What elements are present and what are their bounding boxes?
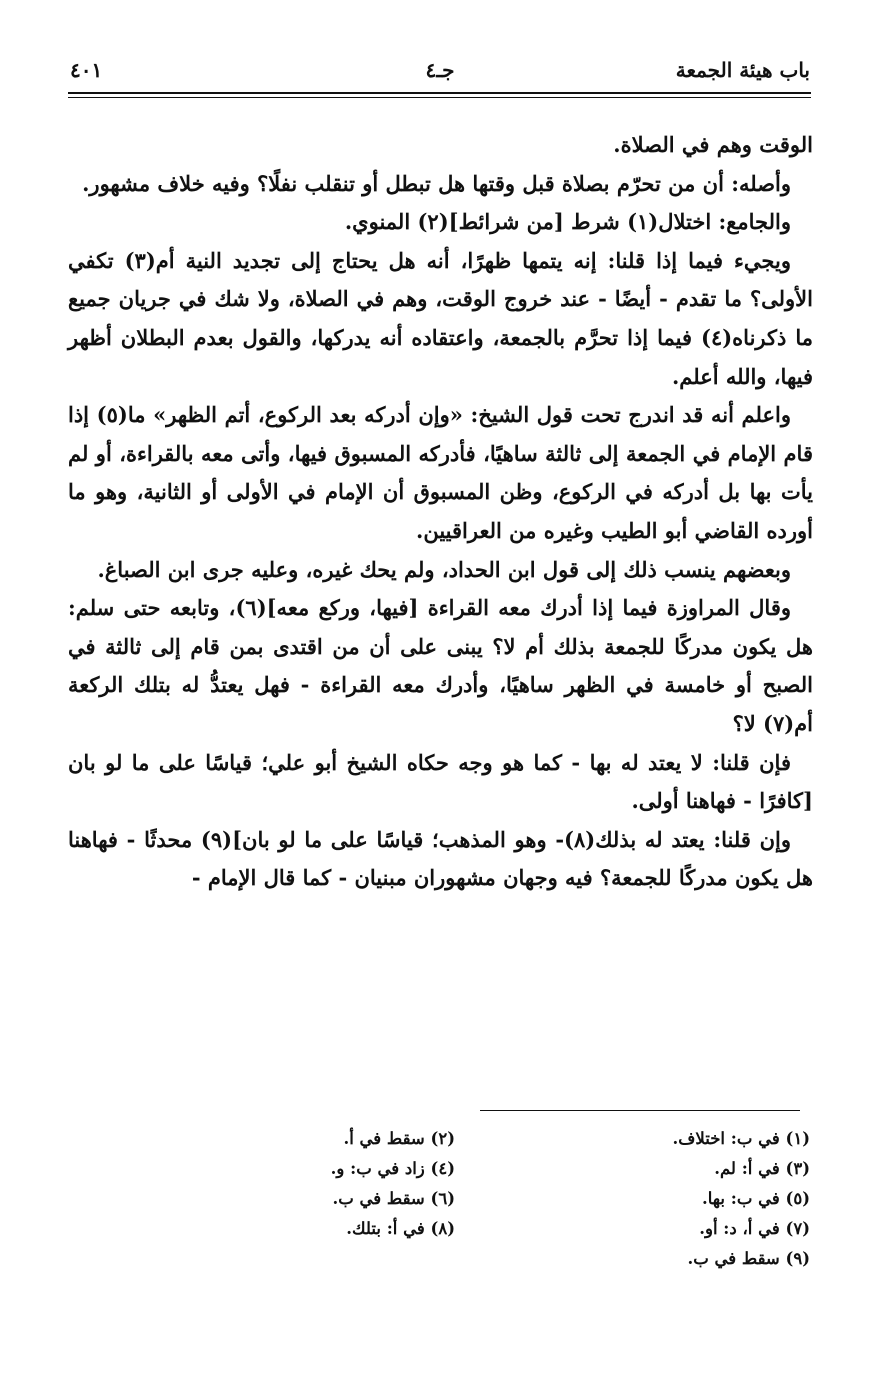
footnote-row bbox=[100, 1184, 810, 1214]
footnote: (٣) في أ: لم. bbox=[714, 1159, 810, 1178]
footnote: (٧) في أ، د: أو. bbox=[699, 1219, 810, 1238]
footnote-row bbox=[100, 1124, 810, 1154]
footnote: (٩) سقط في ب. bbox=[687, 1249, 810, 1268]
footnote: (٦) سقط في ب. bbox=[332, 1189, 455, 1208]
chapter-title: باب هيئة الجمعة bbox=[675, 58, 810, 82]
header-rule-thick bbox=[68, 92, 811, 94]
running-header bbox=[70, 58, 810, 88]
footnote-separator bbox=[480, 1110, 800, 1111]
paragraph: وإن قلنا: يعتد له بذلك(٨)- وهو المذهب؛ قياسًا على ما لو بان](٩) محدثًا - فهاهنا هل يكون مدركًا للجمعة؟ فيه وجهان مشهوران مبنيان - كما قال الإمام - bbox=[68, 826, 813, 891]
paragraph: ويجيء فيما إذا قلنا: إنه يتمها ظهرًا، أنه هل يحتاج إلى تجديد النية أم(٣) تكفي الأولى؟ ما تقدم - أيضًا - عند خروج الوقت، وهم في الصلاة، ولا شك في جريان جميع ما ذكرناه(٤) فيما إذا تحرَّم بالجمعة، واعتقاده أنه يدركها، والقول بعدم البطلان أظهر فيها، والله أعلم. bbox=[68, 247, 813, 389]
footnote: (٨) في أ: بتلك. bbox=[346, 1219, 455, 1238]
footnote-row bbox=[100, 1244, 810, 1274]
paragraph: وقال المراوزة فيما إذا أدرك معه القراءة [فيها، وركع معه](٦)، وتابعه حتى سلم: هل يكون مدركًا للجمعة بذلك أم لا؟ يبنى على أن من اقتدى بمن قام إلى ثالثة في الصبح أو خامسة في الظهر ساهيًا، وأدرك معه القراءة - فهل يعتدُّ له بتلك الركعة أم(٧) لا؟ bbox=[68, 595, 813, 736]
footnote: (٥) في ب: بها. bbox=[702, 1189, 810, 1208]
volume-label: جـ٤ bbox=[425, 58, 455, 82]
footnotes bbox=[100, 1124, 810, 1274]
paragraph: والجامع: اختلال(١) شرط [من شرائط](٢) المنوي. bbox=[344, 209, 791, 235]
paragraph: وأصله: أن من تحرّم بصلاة قبل وقتها هل تبطل أو تنقلب نفلًا؟ وفيه خلاف مشهور. bbox=[82, 170, 791, 196]
paragraph: واعلم أنه قد اندرج تحت قول الشيخ: «وإن أدركه بعد الركوع، أتم الظهر» ما(٥) إذا قام الإمام في الجمعة إلى ثالثة ساهيًا، فأدركه المسبوق فيها، وأتى معه بالقراءة، أو لم يأت بها بل أدركه في الركوع، وظن المسبوق أن الإمام في الأولى أو الثانية، وهو ما أورده القاضي أبو الطيب وغيره من العراقيين. bbox=[68, 402, 813, 543]
main-text bbox=[68, 126, 813, 898]
footnote: (١) في ب: اختلاف. bbox=[672, 1129, 810, 1148]
header-rule-thin bbox=[68, 97, 811, 98]
page-number: ٤٠١ bbox=[70, 58, 103, 82]
footnote-row bbox=[100, 1154, 810, 1184]
paragraph: الوقت وهم في الصلاة. bbox=[613, 132, 813, 157]
footnote-row bbox=[100, 1214, 810, 1244]
footnote: (٤) زاد في ب: و. bbox=[330, 1159, 455, 1178]
footnote: (٢) سقط في أ. bbox=[343, 1129, 455, 1148]
paragraph: وبعضهم ينسب ذلك إلى قول ابن الحداد، ولم يحك غيره، وعليه جرى ابن الصباغ. bbox=[97, 556, 791, 582]
paragraph: فإن قلنا: لا يعتد له بها - كما هو وجه حكاه الشيخ أبو علي؛ قياسًا على ما لو بان [كافرًا - فهاهنا أولى. bbox=[68, 749, 813, 814]
